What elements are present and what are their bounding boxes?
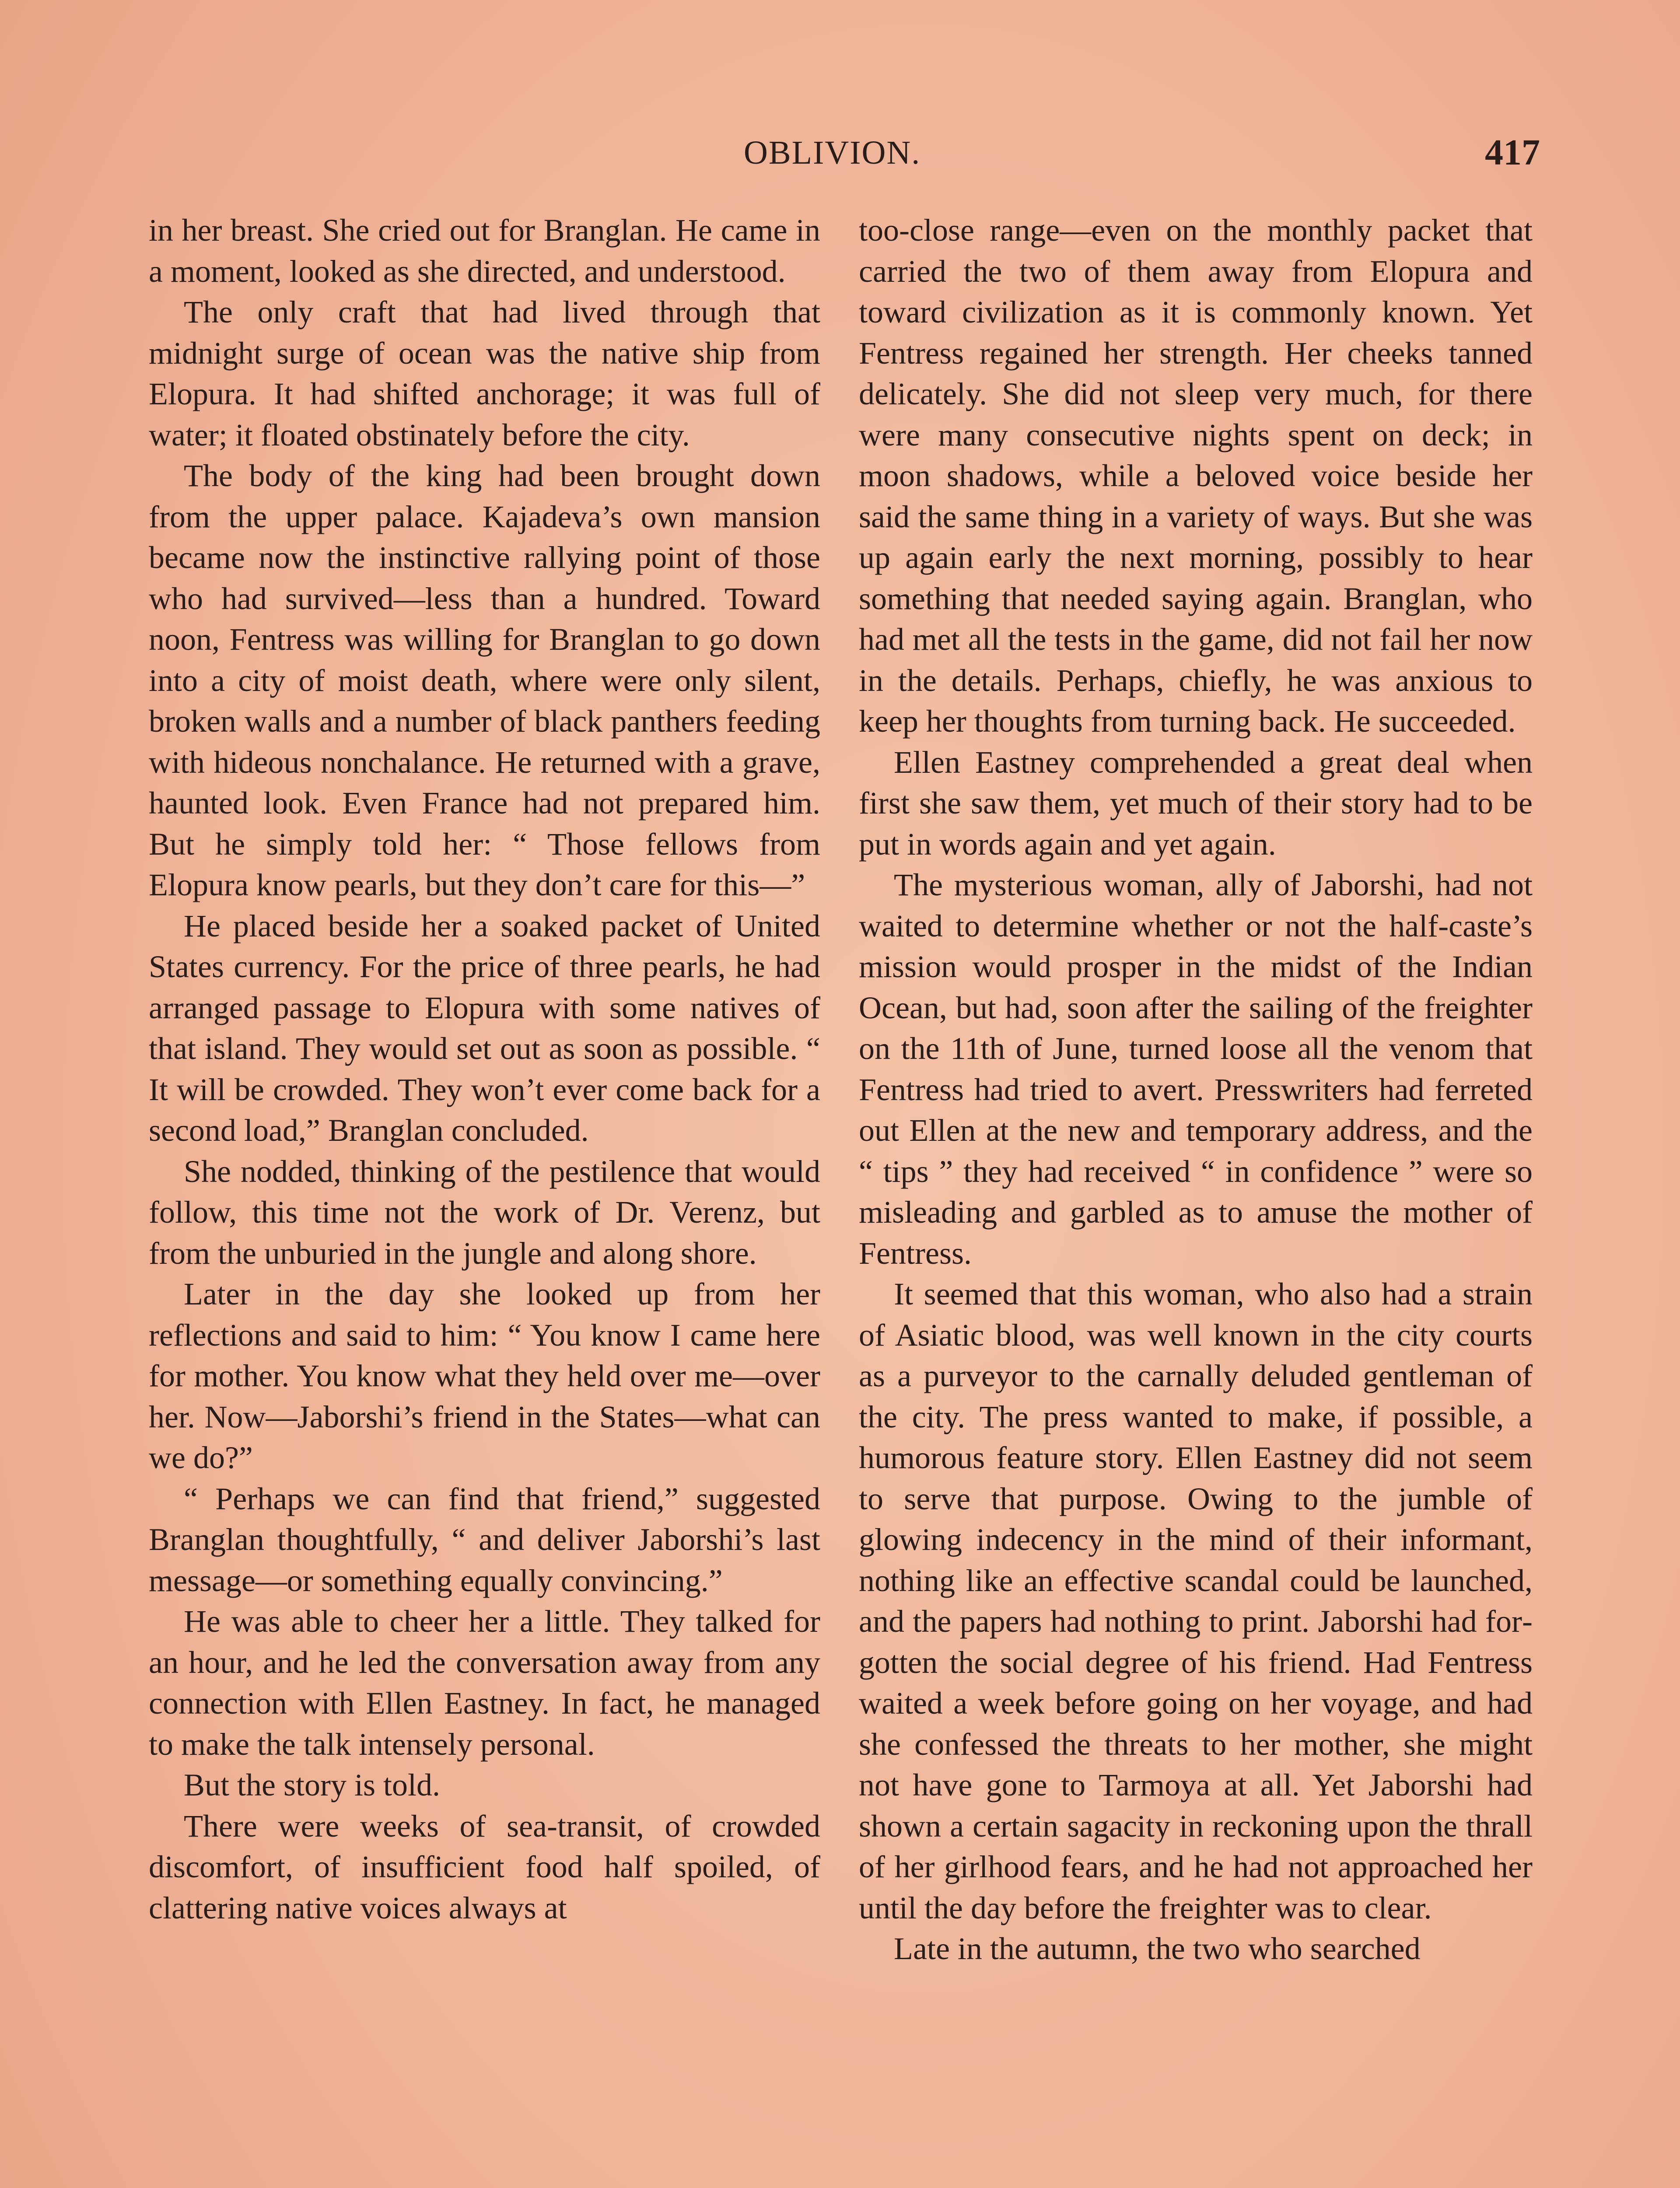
paragraph: Later in the day she looked up from her reflections and said to him: “ You know I came here for mother. You know what they held over me—over her. Now—Jaborshi’s friend in the States—what can we do?”	[149, 1276, 820, 1475]
paragraph: It seemed that this woman, who also had a strain of Asiatic blood, was well known in the city courts as a purveyor to the carnally deluded gentleman of the city. The press wanted to make, if possible, a humorous feature story. Ellen Eastney did not seem to serve that purpose. Owing to the jumble of glowing indecency in the mind of their informant, nothing like an effective scandal could be launched, and the papers had nothing to print. Jaborshi had forgotten the social degree of his friend. Had Fentress waited a week before going on her voyage, and had she confessed the threats to her mother, she might not have gone to Tarmoya at all. Yet Jaborshi had shown a certain sagacity in reckoning upon the thrall of her girlhood fears, and he had not approached her until the day before the freighter was to clear.	[859, 1276, 1533, 1925]
paragraph: But the story is told.	[184, 1767, 441, 1802]
left-text-column	[149, 210, 820, 2188]
paragraph: in her breast. She cried out for Branglan. He came in a moment, looked as she directed, and understood.	[149, 213, 820, 289]
paragraph: The only craft that had lived through that midnight surge of ocean was the native ship from Elopura. It had shifted anchorage; it was full of water; it floated obstinately before the city.	[149, 295, 820, 452]
paragraph: He was able to cheer her a little. They talked for an hour, and he led the conversation away from any connection with Ellen Eastney. In fact, he managed to make the talk intensely personal.	[149, 1604, 820, 1762]
paragraph: too-close range—even on the monthly packet that carried the two of them away from Elopura and toward civilization as it is commonly known. Yet Fentress regained her strength. Her cheeks tanned delicately. She did not sleep very much, for there were many consecutive nights spent on deck; in moon shadows, while a beloved voice beside her said the same thing in a variety of ways. But she was up again early the next morning, possibly to hear something that needed saying again. Branglan, who had met all the tests in the game, did not fail her now in the details. Perhaps, chiefly, he was anxious to keep her thoughts from turning back. He succeeded.	[859, 213, 1533, 739]
right-text-column	[859, 210, 1533, 2188]
paragraph: She nodded, thinking of the pestilence that would follow, this time not the work of Dr. Verenz, but from the unburied in the jungle and along shore.	[149, 1154, 820, 1271]
paragraph: Ellen Eastney comprehended a great deal when first she saw them, yet much of their story had to be put in words again and yet again.	[859, 744, 1533, 862]
running-header-title: OBLIVION.	[744, 134, 921, 171]
paragraph: The mysterious woman, ally of Jaborshi, had not waited to determine whether or not the half-caste’s mission would prosper in the midst of the Indian Ocean, but had, soon after the sailing of the freighter on the 11th of June, turned loose all the venom that Fentress had tried to avert. Presswriters had ferreted out Ellen at the new and temporary address, and the “ tips ” they had received “ in confidence ” were so misleading and garbled as to amuse the mother of Fentress.	[859, 867, 1533, 1271]
paragraph: There were weeks of sea-transit, of crowded discomfort, of insufficient food half spoiled, of clattering native voices always at	[149, 1808, 820, 1925]
paragraph: “ Perhaps we can find that friend,” suggested Branglan thoughtfully, “ and deliver Jaborshi’s last message—or something equally convincing.”	[149, 1481, 820, 1598]
paragraph: Late in the autumn, the two who searched	[894, 1931, 1421, 1966]
paragraph: He placed beside her a soaked packet of United States currency. For the price of three pearls, he had arranged passage to Elopura with some natives of that island. They would set out as soon as possible. “ It will be crowded. They won’t ever come back for a second load,” Branglan concluded.	[149, 908, 820, 1148]
page-number: 417	[1485, 132, 1540, 173]
paragraph: The body of the king had been brought down from the upper palace. Kajadeva’s own mansion became now the instinctive rallying point of those who had survived—less than a hundred. Toward noon, Fentress was willing for Branglan to go down into a city of moist death, where were only silent, broken walls and a number of black panthers feeding with hideous nonchalance. He returned with a grave, haunted look. Even France had not prepared him. But he simply told her: “ Those fellows from Elopura know pearls, but they don’t care for this—”	[149, 458, 820, 902]
